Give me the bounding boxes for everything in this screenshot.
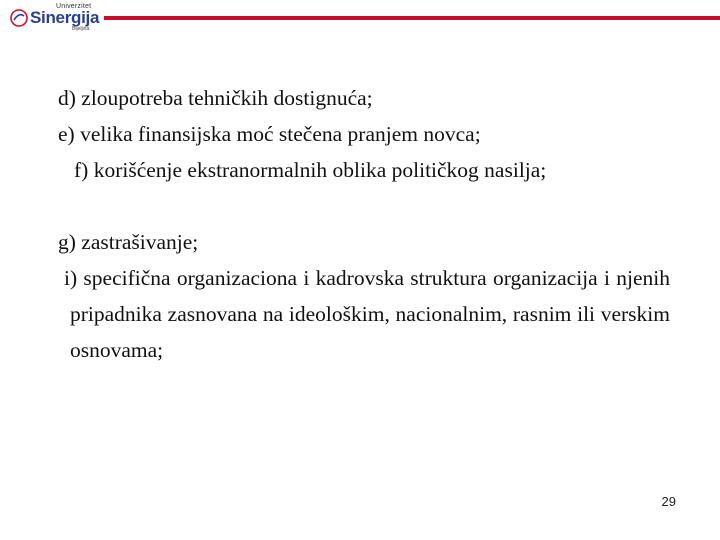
- logo-top-text: Univerzitet: [56, 3, 92, 10]
- list-item-f: f) korišćenje ekstranormalnih oblika političkog nasilja;: [74, 158, 547, 182]
- university-logo: [8, 3, 100, 33]
- list-item-e: e) velika finansijska moć stečena pranjem novca;: [58, 122, 481, 146]
- logo-main-text: Sinergija: [30, 8, 100, 27]
- header-rule: [104, 16, 720, 20]
- logo-sub-text: Bijeljina: [72, 26, 90, 32]
- page-number: 29: [661, 494, 676, 509]
- logo-mark-icon: [10, 9, 28, 27]
- list-item-i: i) specifična organizaciona i kadrovska struktura organizacija i njenih pripadnika zasnovana na ideološkim, nacionalnim, rasnim ili verskim osnovama;: [64, 266, 670, 362]
- list-item-d: d) zloupotreba tehničkih dostignuća;: [58, 86, 373, 110]
- list-item-g: g) zastrašivanje;: [58, 230, 199, 254]
